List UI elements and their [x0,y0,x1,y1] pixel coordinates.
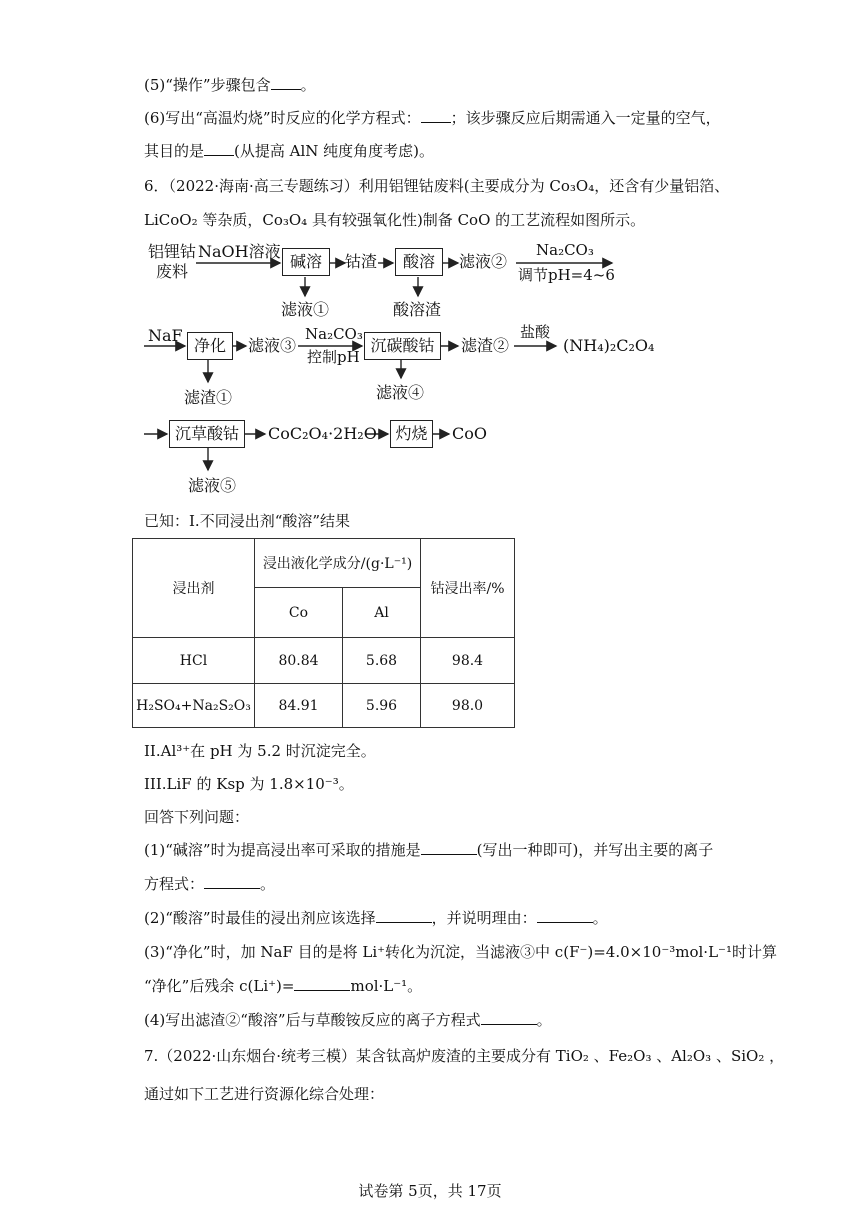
cell-agent: HCl [133,638,255,684]
answer-blank [537,908,593,923]
answer-blank [294,976,350,991]
calcine-box: 灼烧 [390,420,433,448]
cell-rate: 98.0 [421,684,515,728]
p6-question-1: (1)“碱溶”时为提高浸出率可采取的措施是 (写出一种即可)，并写出主要的离子 [144,841,714,859]
feed-label-1: 铝锂钴 [148,242,197,261]
answer-blank [376,908,432,923]
cell-co: 80.84 [255,638,343,684]
adjust-ph-condition: 调节pH=4~6 [518,266,615,284]
p6-question-3: (3)“净化”时，加 NaF 目的是将 Li⁺转化为沉淀，当滤液③中 c(F⁻)=4.0×10⁻³mol·L⁻¹时计算 [144,943,777,961]
cell-rate: 98.4 [421,638,515,684]
p6-question-2: (2)“酸溶”时最佳的浸出剂应该选择 ，并说明理由： 。 [144,909,608,927]
control-ph-condition: 控制pH [307,348,360,366]
hcl-reagent: 盐酸 [520,323,551,341]
naf-reagent: NaF [148,326,183,345]
filtrate-1-a: 滤液① [281,300,330,319]
na2co3-top: Na₂CO₃ [536,241,594,259]
cell-agent: H₂SO₄+Na₂S₂O₃ [133,684,255,728]
precip-oxalate-box: 沉草酸钴 [169,420,245,448]
question-6: (6)写出“高温灼烧”时反应的化学方程式： ；该步骤反应后期需通入一定量的空气， [144,109,721,127]
header-al: Al [343,588,421,638]
known-1: 已知：I.不同浸出剂“酸溶”结果 [144,512,351,530]
known-2: II.Al³⁺在 pH 为 5.2 时沉淀完全。 [144,742,376,760]
cobalt-residue: 钴渣 [345,252,378,271]
p6-question-3-continued: “净化”后残余 c(Li⁺)= mol·L⁻¹。 [144,977,423,995]
answer-blank [204,874,260,889]
question-5: (5)“操作”步骤包含 。 [144,76,316,94]
cell-al: 5.96 [343,684,421,728]
answer-blank [421,840,477,855]
acid-residue: 酸溶渣 [393,300,442,319]
residue-1: 滤渣① [184,388,233,407]
problem-7-stem-2: 通过如下工艺进行资源化综合处理： [144,1085,385,1103]
cobalt-oxalate-product: CoC₂O₄·2H₂O [268,424,377,443]
filtrate-3: 滤液③ [248,336,297,355]
residue-2: 滤渣② [461,336,510,355]
filtrate-2-top: 滤液② [459,252,508,271]
header-composition: 浸出液化学成分/(g·L⁻¹) [255,539,421,588]
ammonium-oxalate: (NH₄)₂C₂O₄ [563,336,655,355]
answer-intro: 回答下列问题： [144,808,250,826]
naoh-reagent: NaOH溶液 [198,242,281,261]
p6-question-1-continued: 方程式： 。 [144,875,276,893]
filtrate-4: 滤液④ [376,383,425,402]
coo-product: CoO [452,424,487,443]
purify-box: 净化 [187,332,233,360]
header-rate: 钴浸出率/% [421,539,515,638]
p6-question-4: (4)写出滤渣②“酸溶”后与草酸铵反应的离子方程式 。 [144,1011,552,1029]
problem-6-stem: 6．（2022·海南·高三专题练习）利用铝锂钴废料(主要成分为 Co₃O₄，还含有少量铝箔、 [144,177,730,195]
leaching-results-table [132,538,515,728]
feed-label-2: 废料 [156,262,189,281]
problem-7-stem: 7.（2022·山东烟台·统考三模）某含钛高炉废渣的主要成分有 TiO₂ 、Fe₂O₃ 、Al₂O₃ 、SiO₂ ， [144,1047,785,1065]
filtrate-5: 滤液⑤ [188,476,237,495]
na2co3-mid: Na₂CO₃ [305,325,363,343]
header-agent: 浸出剂 [133,539,255,638]
cell-co: 84.91 [255,684,343,728]
problem-6-stem-2: LiCoO₂ 等杂质，Co₃O₄ 具有较强氧化性)制备 CoO 的工艺流程如图所示。 [144,211,646,229]
answer-blank [481,1010,537,1025]
table-row [133,684,515,728]
page-footer: 试卷第 5页，共 17页 [358,1182,502,1200]
table-row [133,638,515,684]
cell-al: 5.68 [343,638,421,684]
header-co: Co [255,588,343,638]
acid-dissolve-box: 酸溶 [395,248,443,276]
precip-carbonate-box: 沉碳酸钴 [364,332,441,360]
question-6-continued: 其目的是 (从提高 AlN 纯度角度考虑)。 [144,142,435,160]
alkali-dissolve-box: 碱溶 [282,248,330,276]
known-3: III.LiF 的 Ksp 为 1.8×10⁻³。 [144,775,354,793]
